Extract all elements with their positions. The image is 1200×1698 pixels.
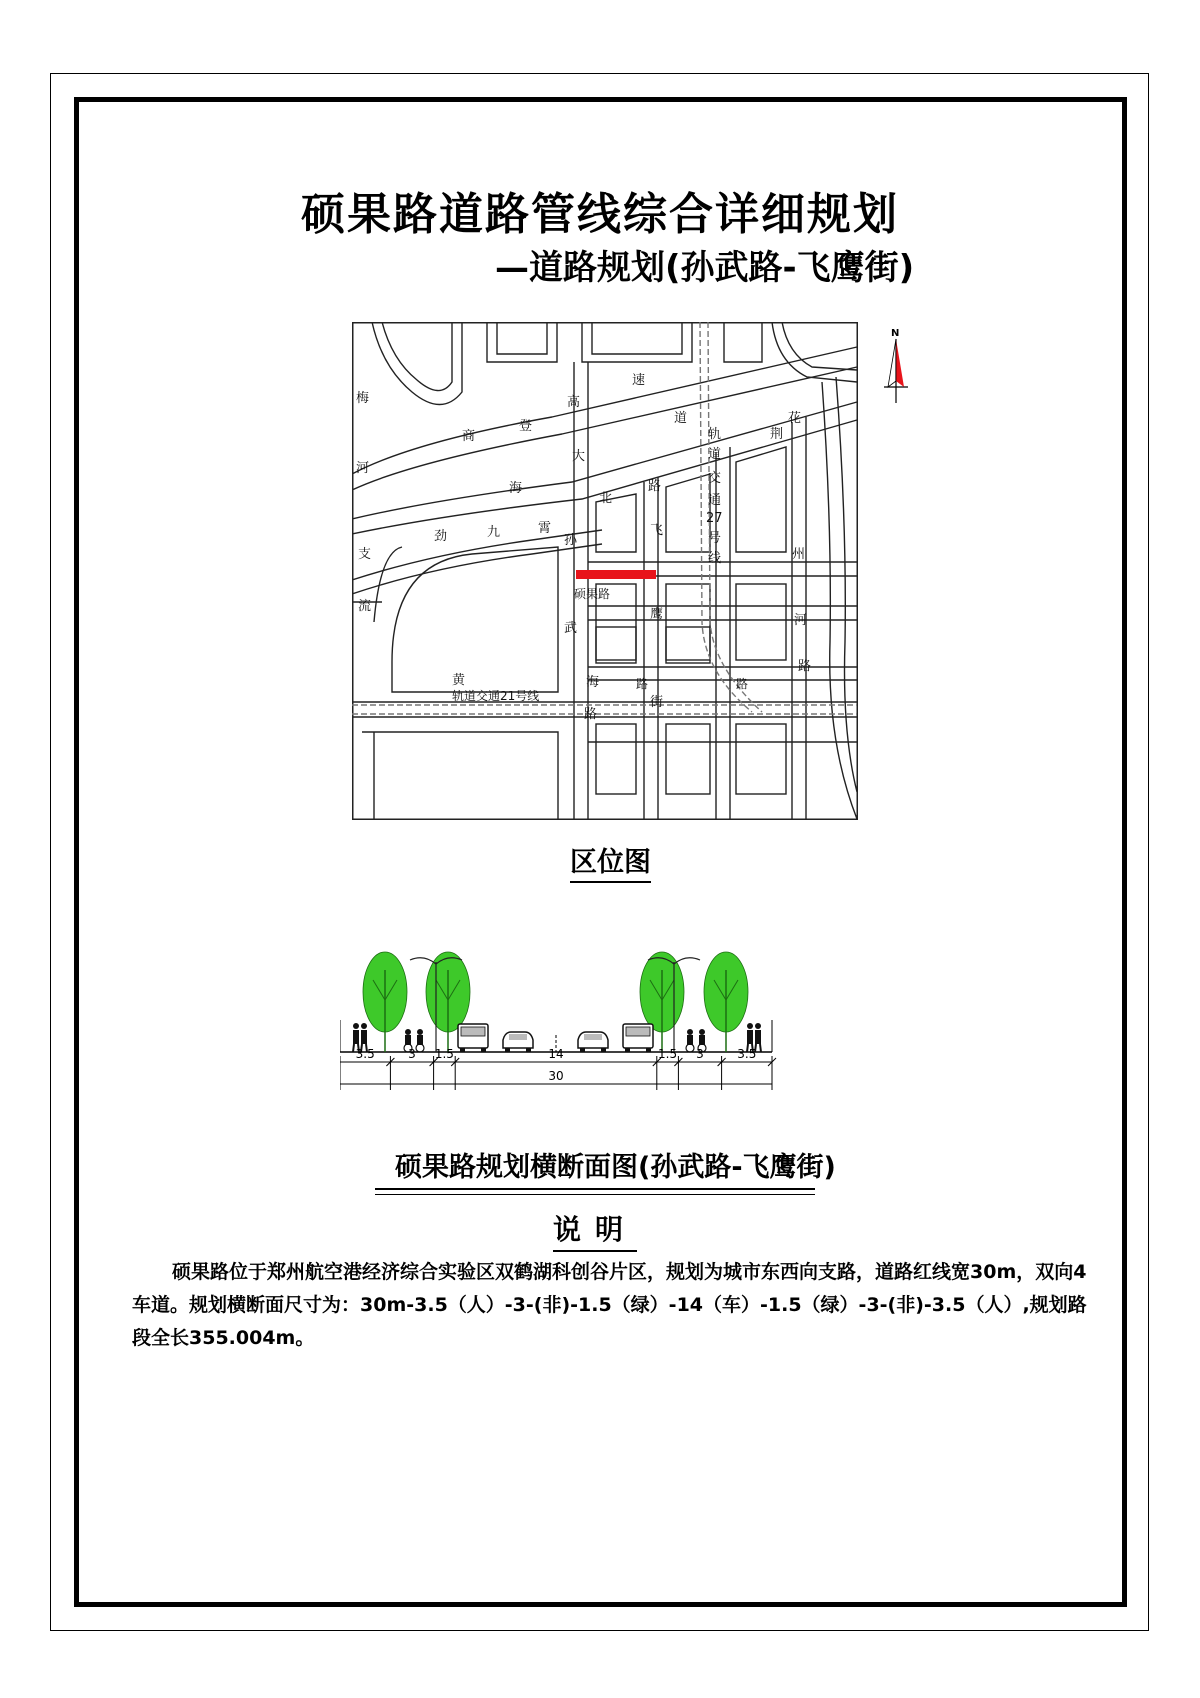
map-label-lu3: 路	[636, 677, 649, 691]
map-label-rail27: 27	[706, 511, 723, 526]
map-label-haidadao: 海	[509, 481, 523, 496]
map-label-rail21: 轨道交通21号线	[452, 689, 540, 703]
map-label-huahe: 花	[788, 411, 802, 426]
car-icon	[578, 1032, 608, 1052]
bus-icon	[458, 1024, 488, 1052]
map-label-rail27: 号	[708, 531, 722, 546]
map-label-shuoguo: 硕果路	[574, 587, 611, 601]
map-label-huahe: 河	[794, 613, 808, 628]
map-label-shangdeng: 高	[567, 395, 581, 410]
north-arrow-icon	[880, 325, 912, 405]
width-label: 3	[696, 1047, 704, 1061]
map-label-jiuxiao: 劲	[434, 529, 448, 544]
map-label-lujie: 街	[650, 695, 664, 710]
notes-text: 硕果路位于郑州航空港经济综合实验区双鹤湖科创谷片区，规划为城市东西向支路，道路红线宽30m，双向4车道。规划横断面尺寸为：30m-3.5（人）-3-(非)-1.5（绿）-14（车）-1.5（绿）-3-(非)-3.5（人）,规划路段全长355.004m。	[132, 1261, 1087, 1349]
shuoguo-road-highlight	[576, 570, 656, 579]
caption-rule-thin	[375, 1194, 815, 1195]
bus-icon	[623, 1024, 653, 1052]
map-label-sunwu: 孙	[564, 533, 578, 548]
width-label: 1.5	[658, 1047, 678, 1061]
north-label: N	[891, 328, 900, 339]
cross-section-caption: 硕果路规划横断面图(孙武路-飞鹰街)	[395, 1152, 836, 1183]
map-label-huahe: 路	[798, 659, 812, 674]
map-label-zhiliu: 支	[358, 547, 372, 562]
tree-icon	[363, 952, 407, 1052]
map-label-rail27: 交	[708, 471, 722, 486]
map-label-huanghai: 黄	[452, 673, 466, 688]
map-label-meihe: 河	[356, 461, 370, 476]
map-label-feiying: 飞	[650, 523, 664, 538]
width-label: 3	[408, 1047, 416, 1061]
cyclist-icon	[686, 1029, 694, 1052]
map-label-jingzhou: 荆	[770, 427, 784, 442]
map-label-jingzhou: 州	[792, 547, 806, 562]
document-subtitle: —道路规划(孙武路-飞鹰街)	[495, 248, 915, 288]
width-label: 1.5	[434, 1047, 454, 1061]
caption-rule	[375, 1188, 815, 1190]
map-label-zhiliu: 流	[358, 599, 372, 614]
cross-section-diagram	[340, 940, 840, 1135]
map-label-lu2: 路	[736, 677, 749, 691]
map-label-rail27: 轨	[708, 427, 722, 442]
tree-icon	[704, 952, 748, 1052]
map-label-shangdeng: 速	[632, 373, 646, 388]
map-label-feiying: 鹰	[650, 607, 664, 622]
map-label-rail27: 线	[708, 551, 722, 566]
width-label: 3.5	[355, 1047, 375, 1061]
document-title: 硕果路道路管线综合详细规划	[301, 189, 899, 240]
map-label-beilu: 路	[648, 479, 662, 494]
car-icon	[503, 1032, 533, 1052]
map-label-beilu: 北	[599, 491, 613, 506]
width-label: 14	[548, 1047, 564, 1061]
map-label-haidadao: 大	[572, 449, 586, 464]
total-width-label: 30	[548, 1069, 564, 1083]
cyclist-icon	[416, 1029, 424, 1052]
map-label-meihe: 梅	[356, 391, 370, 406]
location-map	[352, 322, 858, 820]
map-label-jiuxiao: 九	[487, 525, 501, 540]
map-label-shangdeng: 登	[519, 419, 533, 434]
map-label-lujie: 路	[584, 707, 598, 722]
map-label-huanghai: 海	[586, 675, 600, 690]
map-label-sunwu: 武	[564, 621, 578, 636]
map-label-jiuxiao: 霄	[538, 521, 552, 536]
map-label-shangdeng: 商	[462, 429, 476, 444]
width-label: 3.5	[737, 1047, 757, 1061]
map-label-rail27: 通	[708, 493, 722, 508]
map-label-rail27: 道	[708, 447, 722, 462]
location-map-caption: 区位图	[570, 840, 651, 883]
notes-heading: 说明	[553, 1208, 637, 1252]
map-label-haidadao: 道	[674, 411, 688, 426]
